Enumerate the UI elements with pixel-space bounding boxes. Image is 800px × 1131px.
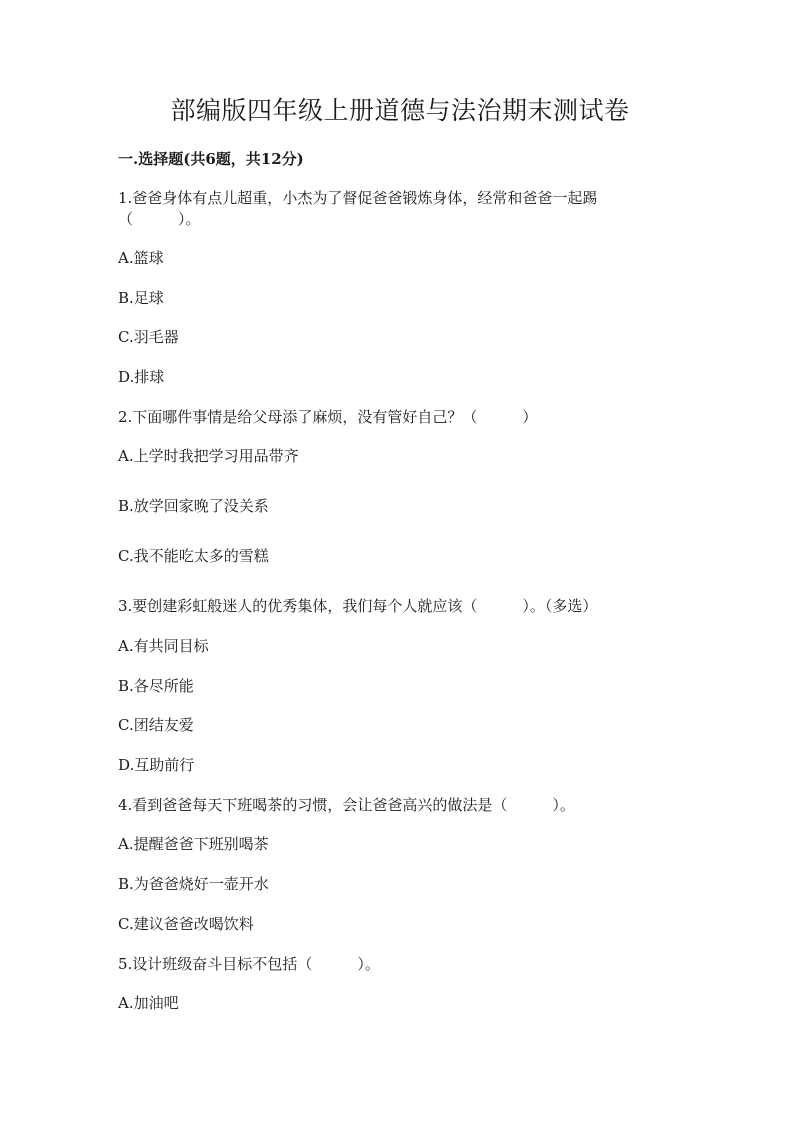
question-3-option-b: B.各尽所能 xyxy=(118,677,194,695)
question-1-option-a: A.篮球 xyxy=(118,249,164,267)
question-4-stem: 4.看到爸爸每天下班喝茶的习惯，会让爸爸高兴的做法是（ ）。 xyxy=(118,796,575,814)
question-1-stem-continued: （ ）。 xyxy=(118,210,201,228)
question-1-stem: 1.爸爸身体有点儿超重，小杰为了督促爸爸锻炼身体，经常和爸爸一起踢 xyxy=(118,189,598,207)
question-1-option-c: C.羽毛器 xyxy=(118,328,179,346)
section-heading: 一.选择题(共6题，共12分) xyxy=(118,150,304,168)
question-1-option-b: B.足球 xyxy=(118,289,164,307)
question-2-option-c: C.我不能吃太多的雪糕 xyxy=(118,547,269,565)
question-2-option-b: B.放学回家晚了没关系 xyxy=(118,497,269,515)
question-1-option-d: D.排球 xyxy=(118,368,165,386)
question-2-stem: 2.下面哪件事情是给父母添了麻烦，没有管好自己？（ ） xyxy=(118,408,538,426)
question-2-option-a: A.上学时我把学习用品带齐 xyxy=(118,447,299,465)
question-3-option-d: D.互助前行 xyxy=(118,756,195,774)
question-4-option-c: C.建议爸爸改喝饮料 xyxy=(118,915,254,933)
question-5-stem: 5.设计班级奋斗目标不包括（ ）。 xyxy=(118,955,380,973)
question-4-option-b: B.为爸爸烧好一壶开水 xyxy=(118,875,269,893)
question-5-option-a: A.加油吧 xyxy=(118,994,179,1012)
question-4-option-a: A.提醒爸爸下班别喝茶 xyxy=(118,835,269,853)
question-3-stem: 3.要创建彩虹般迷人的优秀集体，我们每个人就应该（ ）。（多选） xyxy=(118,597,598,615)
question-3-option-c: C.团结友爱 xyxy=(118,716,194,734)
page-title: 部编版四年级上册道德与法治期末测试卷 xyxy=(170,96,630,125)
question-3-option-a: A.有共同目标 xyxy=(118,637,209,655)
